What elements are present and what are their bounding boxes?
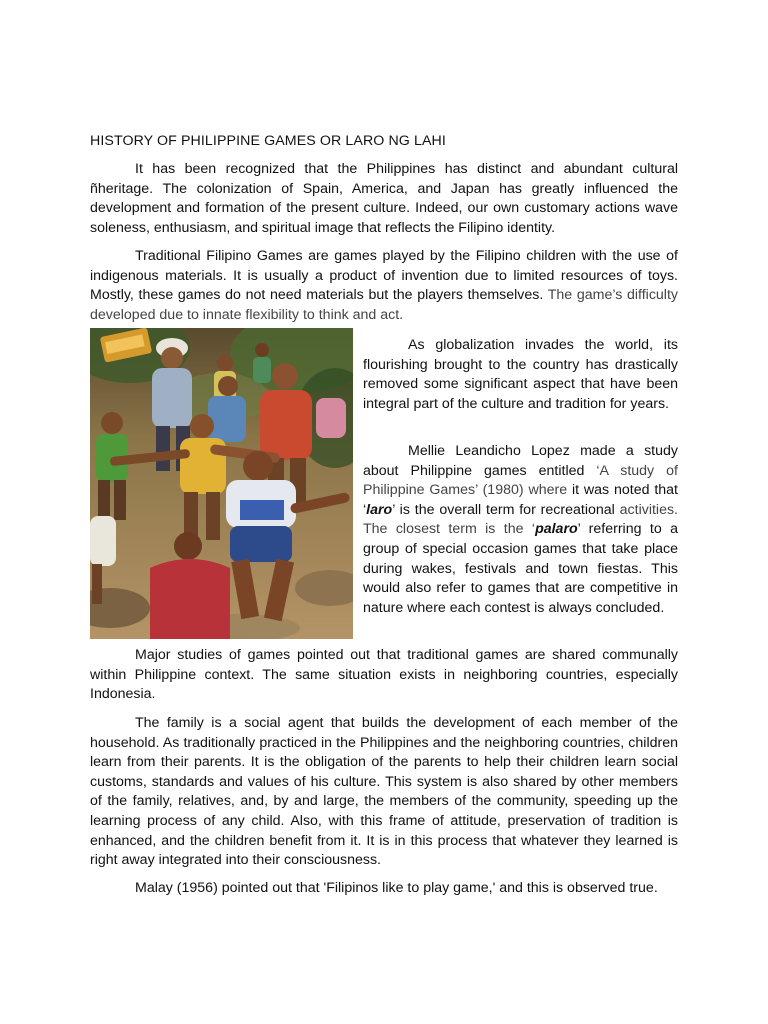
study-title-citation: ‘A study of Philippine Games’ (1980) where xyxy=(363,462,678,499)
document-title: HISTORY OF PHILIPPINE GAMES OR LARO NG LAHI xyxy=(90,133,446,149)
paragraph-4-lead: Mellie Leandicho Lopez made a study about Philippine games entitled xyxy=(363,443,678,479)
paragraph-6: The family is a social agent that builds the development of each member of the household. As traditionally practiced in the Philippines and the neighboring countries, children learn from their parents. It is the obligation of the parents to help their children learn social customs, standards and values of his culture. This system is also shared by other members of the family, relatives, and, by and large, the members of the community, speeding up the learning process of any child. Also, with this frame of attitude, preservation of tradition is enhanced, and the children benefit from it. It is in this process that whatever they learned is right away integrated into their consciousness. xyxy=(90,715,678,869)
paragraph-4-overall: ’ is the overall term for recreational xyxy=(392,501,620,518)
paragraph-4-closest: activities. The closest term is the ‘ xyxy=(363,501,678,538)
paragraph-2-main: Traditional Filipino Games are games played by the Filipino children with the use of indigenous materials. It is usually a product of invention due to limited resources of toys. Mostly, these games do not need materials but the players themselves. xyxy=(90,248,678,304)
children-playing-illustration xyxy=(90,328,353,639)
paragraph-3: As globalization invades the world, its flourishing brought to the country has drastically removed some significant aspect that have been integral part of the culture and tradition for years. xyxy=(363,337,678,412)
paragraph-2 xyxy=(90,247,678,325)
paragraph-5: Major studies of games pointed out that traditional games are shared communally within Philippine context. The same situation exists in neighboring countries, especially Indonesia. xyxy=(90,647,678,703)
paragraph-4-noted: it was noted that ‘ xyxy=(363,482,678,518)
paragraph-4-rest: ’ referring to a group of special occasion games that take place during wakes, festivals and town fiestas. This would also refer to games that are competitive in nature where each contest is always concluded. xyxy=(363,521,678,616)
paragraph-1: It has been recognized that the Philippines has distinct and abundant cultural ñheritage. The colonization of Spain, America, and Japan has greatly influenced the development and formation of the present culture. Indeed, our own customary actions wave soleness, enthusiasm, and spiritual image that reflects the Filipino identity. xyxy=(90,161,678,236)
term-laro: laro xyxy=(366,501,393,518)
paragraph-4 xyxy=(363,442,678,618)
term-palaro: palaro xyxy=(535,521,578,538)
paragraph-7: Malay (1956) pointed out that 'Filipinos like to play game,' and this is observed true. xyxy=(135,880,658,896)
paragraph-2-tail: The game’s difficulty developed due to innate flexibility to think and act. xyxy=(90,287,678,323)
